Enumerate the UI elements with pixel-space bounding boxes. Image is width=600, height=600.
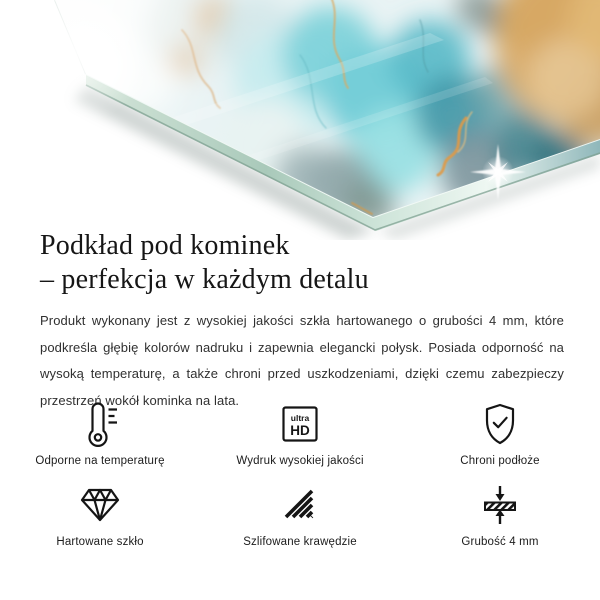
feature-thickness: [400, 480, 600, 548]
feature-protects-floor: [400, 399, 600, 467]
hero-glass-panel-image: [0, 0, 600, 240]
feature-grid: [0, 399, 600, 548]
ultra-hd-icon: [280, 399, 320, 449]
polished-edges-icon: [284, 480, 316, 530]
page-title-line1: Podkład pod kominek: [40, 230, 290, 261]
feature-temperature: [0, 399, 200, 467]
product-description-text: Produkt wykonany jest z wysokiej jakości szkła hartowanego o grubości 4 mm, które podkreśla głębię kolorów nadruku i zapewnia elegancki połysk. Posiada odporność na wysoką temperaturę, a także chroni przed uszkodzeniami, dzięki czemu zabezpieczy przestrzeń wokół kominka na lata.: [40, 313, 564, 408]
feature-label: Szlifowane krawędzie: [243, 536, 357, 548]
feature-label: Odporne na temperaturę: [35, 455, 165, 467]
diamond-icon: [78, 480, 122, 530]
ultra-hd-badge-bottom: HD: [290, 423, 310, 438]
ultra-hd-badge-top: ultra: [290, 413, 310, 423]
feature-label: Chroni podłoże: [460, 455, 540, 467]
thickness-icon: [482, 480, 518, 530]
page-title-line2: – perfekcja w każdym detalu: [40, 264, 369, 295]
feature-label: Wydruk wysokiej jakości: [236, 455, 364, 467]
shield-check-icon: [480, 399, 520, 449]
page-title: [40, 229, 369, 297]
thermometer-icon: [80, 399, 120, 449]
feature-tempered-glass: [0, 480, 200, 548]
feature-label: Hartowane szkło: [56, 536, 144, 548]
feature-label: Grubość 4 mm: [461, 536, 539, 548]
feature-print-quality: [200, 399, 400, 467]
feature-polished-edges: [200, 480, 400, 548]
